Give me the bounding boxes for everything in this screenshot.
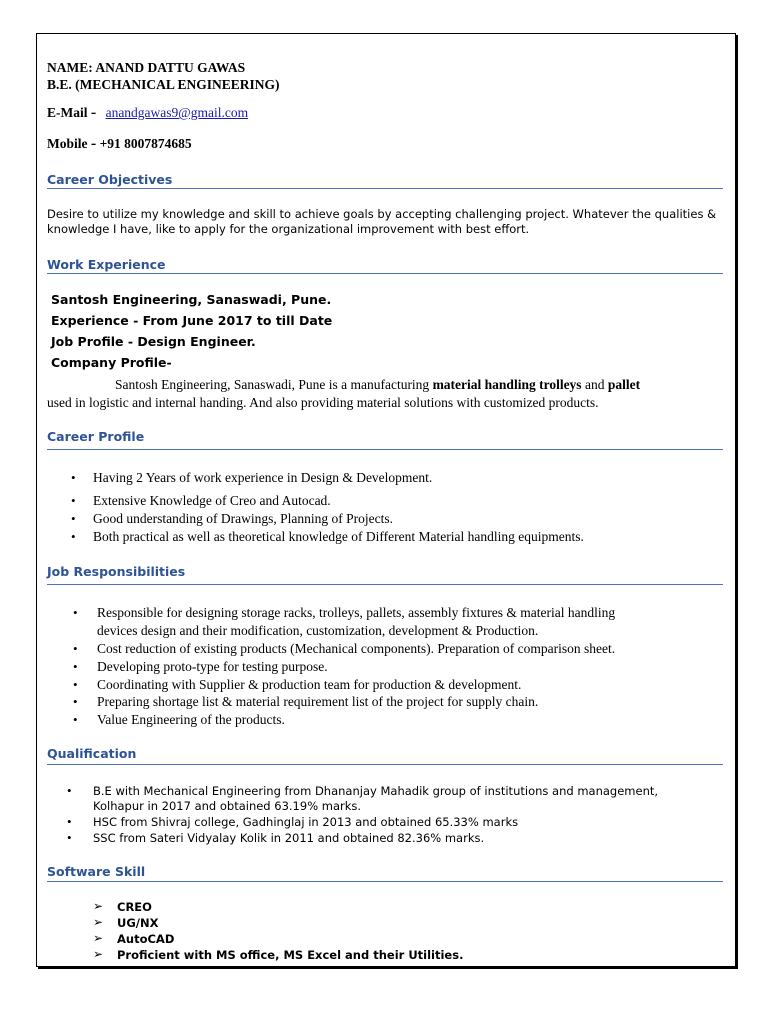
company-profile-line2: used in logistic and internal handing. And also providing material solutions with customized products. (47, 395, 599, 410)
bullet-icon: • (73, 605, 78, 620)
bullet-icon: • (71, 529, 76, 544)
qualification-be: B.E with Mechanical Engineering from Dhananjay Mahadik group of institutions and management, (93, 784, 659, 798)
section-divider (47, 584, 723, 585)
arrow-bullet-icon: ➢ (93, 947, 104, 961)
bullet-icon: • (67, 814, 72, 829)
candidate-degree: B.E. (MECHANICAL ENGINEERING) (47, 77, 280, 92)
qualification-heading: Qualification (47, 746, 137, 761)
qualification-be-continuation: Kolhapur in 2017 and obtained 63.19% marks. (93, 799, 362, 813)
bullet-icon: • (73, 641, 78, 656)
skill-item: UG/NX (117, 916, 159, 930)
career-objectives-heading: Career Objectives (47, 172, 173, 187)
email-row (47, 104, 248, 122)
bullet-icon: • (71, 493, 76, 508)
mobile-value: +91 8007874685 (99, 136, 192, 151)
resume-page (36, 33, 736, 967)
company-profile-line1 (115, 377, 640, 393)
list-item: Having 2 Years of work experience in Design & Development. (93, 470, 433, 485)
skill-item: Proficient with MS office, MS Excel and their Utilities. (117, 948, 464, 962)
career-profile-heading: Career Profile (47, 429, 145, 444)
career-objectives-text: Desire to utilize my knowledge and skill to achieve goals by accepting challenging project. Whatever the qualities & knowledge I have, like to apply for the organizational improvement with best effort. (47, 207, 717, 236)
list-item: Value Engineering of the products. (97, 712, 285, 727)
list-item: Both practical as well as theoretical knowledge of Different Material handling equipments. (93, 529, 584, 544)
work-experience-heading: Work Experience (47, 257, 166, 272)
bullet-icon: • (67, 830, 72, 845)
bullet-icon: • (67, 783, 72, 798)
email-link[interactable]: anandgawas9@gmail.com (105, 105, 249, 120)
section-divider (47, 188, 723, 189)
list-item: Good understanding of Drawings, Planning of Projects. (93, 511, 393, 526)
skill-item: AutoCAD (117, 932, 175, 946)
bullet-icon: • (73, 659, 78, 674)
section-divider (47, 449, 723, 450)
bullet-icon: • (73, 712, 78, 727)
list-item-continuation: devices design and their modification, customization, development & Production. (97, 623, 539, 638)
company-profile-emphasis: material handling trolleys (432, 377, 582, 392)
job-profile: Job Profile - Design Engineer. (51, 334, 256, 349)
qualification-ssc: SSC from Sateri Vidyalay Kolik in 2011 and obtained 82.36% marks. (93, 831, 485, 845)
list-item: Developing proto-type for testing purpose. (97, 659, 328, 674)
arrow-bullet-icon: ➢ (93, 915, 104, 929)
email-label: E-Mail (47, 105, 88, 120)
list-item: Extensive Knowledge of Creo and Autocad. (93, 493, 331, 508)
company-profile-text: Santosh Engineering, Sanaswadi, Pune is a manufacturing (115, 377, 433, 392)
candidate-name: NAME: ANAND DATTU GAWAS (47, 60, 246, 75)
company-profile-text: and (581, 377, 608, 392)
list-item: Coordinating with Supplier & production team for production & development. (97, 677, 522, 692)
bullet-icon: • (71, 470, 76, 485)
skill-item: CREO (117, 900, 152, 914)
bullet-icon: • (71, 511, 76, 526)
bullet-icon: • (73, 677, 78, 692)
experience-duration: Experience - From June 2017 to till Date (51, 313, 333, 328)
company-name: Santosh Engineering, Sanaswadi, Pune. (51, 292, 332, 307)
email-separator: - (90, 104, 97, 121)
mobile-row (47, 135, 192, 153)
bullet-icon: • (73, 694, 78, 709)
company-profile-label: Company Profile- (51, 355, 172, 370)
software-skill-heading: Software Skill (47, 864, 146, 879)
list-item: Preparing shortage list & material requirement list of the project for supply chain. (97, 694, 539, 709)
mobile-separator: - (90, 135, 97, 152)
section-divider (47, 273, 723, 274)
company-profile-emphasis: pallet (607, 377, 641, 392)
job-responsibilities-heading: Job Responsibilities (47, 564, 186, 579)
section-divider (47, 764, 723, 765)
section-divider (47, 881, 723, 882)
arrow-bullet-icon: ➢ (93, 931, 104, 945)
list-item: Responsible for designing storage racks, trolleys, pallets, assembly fixtures & material handling (97, 605, 616, 620)
mobile-label: Mobile (47, 136, 88, 151)
qualification-hsc: HSC from Shivraj college, Gadhinglaj in 2013 and obtained 65.33% marks (93, 815, 519, 829)
list-item: Cost reduction of existing products (Mechanical components). Preparation of comparison sheet. (97, 641, 616, 656)
arrow-bullet-icon: ➢ (93, 899, 104, 913)
